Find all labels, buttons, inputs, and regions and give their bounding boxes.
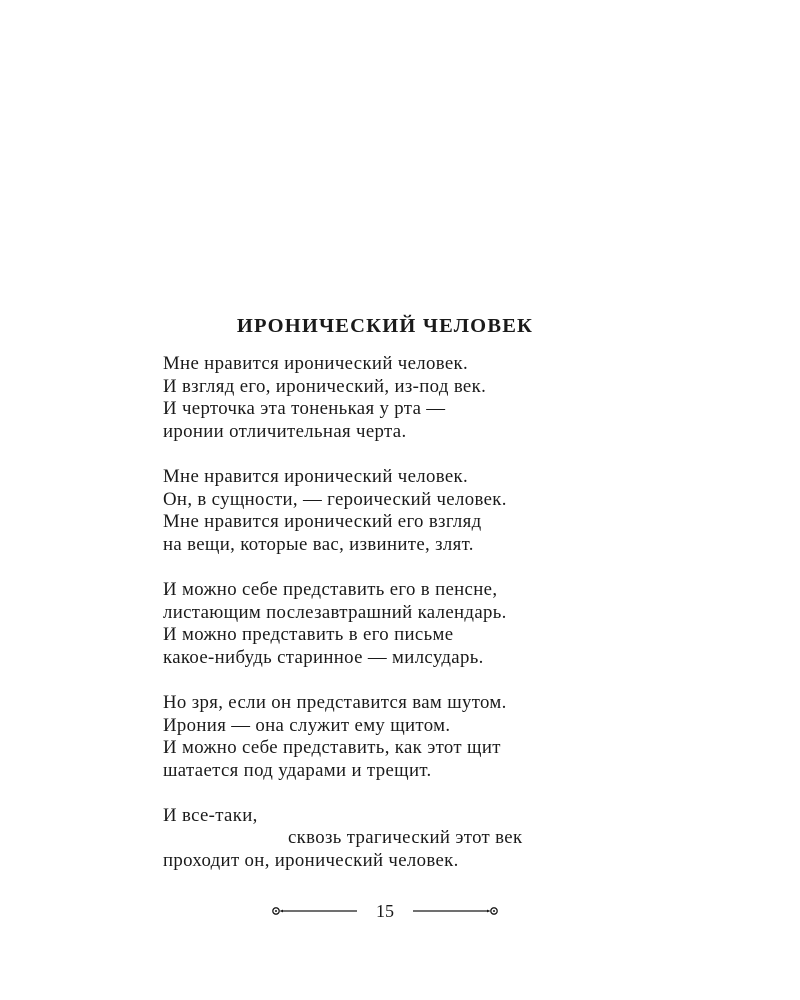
poem-line: И взгляд его, иронический, из-под век.	[163, 375, 487, 397]
poem-line: на вещи, которые вас, извините, злят.	[163, 533, 474, 555]
poem-line: сквозь трагический этот век	[288, 827, 523, 849]
poem-line: И можно себе представить его в пенсне,	[163, 578, 498, 600]
poem-line: Мне нравится иронический человек.	[163, 353, 469, 374]
stanza	[163, 579, 783, 669]
poem-line: Мне нравится иронический его взгляд	[163, 511, 482, 533]
stanza	[163, 353, 783, 443]
poem-line: Но зря, если он представится вам шутом.	[163, 691, 507, 713]
poem-line: Мне нравится иронический человек.	[163, 465, 469, 487]
poem-line: проходит он, иронический человек.	[163, 850, 459, 872]
stanza	[163, 466, 783, 556]
poem-line: И все-таки,	[163, 804, 258, 826]
poem-line: какое-нибудь старинное — милсударь.	[163, 646, 484, 668]
poem-title: ИРОНИЧЕСКИЙ ЧЕЛОВЕК	[236, 315, 534, 337]
stanza	[163, 692, 783, 782]
right-ornament-icon	[413, 906, 499, 916]
poem-line: шатается под ударами и трещит.	[163, 759, 432, 781]
left-ornament-icon	[271, 906, 357, 916]
poem-line: Ирония — она служит ему щитом.	[163, 714, 451, 736]
stanza	[163, 805, 783, 873]
poem-line: И можно себе представить, как этот щит	[163, 737, 501, 759]
page-number: 15	[376, 901, 394, 921]
poem-body	[163, 353, 783, 895]
poem-line: листающим послезавтрашний календарь.	[163, 601, 507, 623]
poem-line: иронии отличительная черта.	[163, 420, 407, 442]
poem-line: И черточка эта тоненькая у рта —	[163, 398, 446, 420]
page-footer	[0, 900, 770, 922]
poem-line: Он, в сущности, — героический человек.	[163, 488, 507, 510]
poem-line: И можно представить в его письме	[163, 624, 454, 646]
